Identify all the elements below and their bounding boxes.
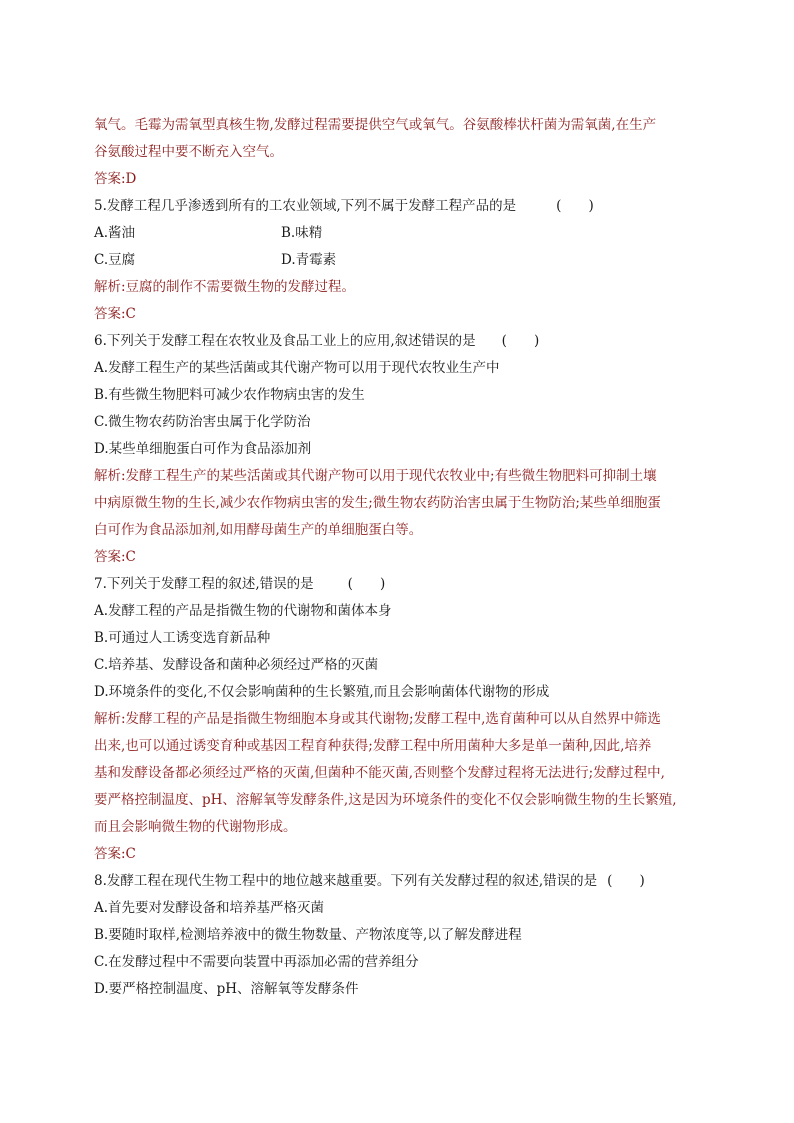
option-a: A.酱油 xyxy=(94,225,136,241)
option-row xyxy=(94,220,714,247)
explanation-line: 白可作为食品添加剂,如用酵母菌生产的单细胞蛋白等。 xyxy=(94,522,423,538)
explanation-line: 基和发酵设备都必须经过严格的灭菌,但菌种不能灭菌,否则整个发酵过程将无法进行;发酵过程中, xyxy=(94,765,665,781)
option-d: D.要严格控制温度、pH、溶解氧等发酵条件 xyxy=(94,981,359,997)
explanation-line: 而且会影响微生物的代谢物形成。 xyxy=(94,819,297,835)
explanation-line: 解析:发酵工程的产品是指微生物细胞本身或其代谢物;发酵工程中,选育菌种可以从自然界中筛选 xyxy=(94,711,661,727)
answer-line: 答案:C xyxy=(94,306,136,322)
question-stem-8 xyxy=(94,868,714,895)
explanation-line: 氧气。毛霉为需氧型真核生物,发酵过程需要提供空气或氧气。谷氨酸棒状杆菌为需氧菌,在生产 xyxy=(94,117,657,133)
option-b: B.可通过人工诱变选育新品种 xyxy=(94,630,271,646)
question-text: 8.发酵工程在现代生物工程中的地位越来越重要。下列有关发酵过程的叙述,错误的是 xyxy=(94,873,598,889)
question-text: 7.下列关于发酵工程的叙述,错误的是 xyxy=(94,576,314,592)
option-b: B.味精 xyxy=(281,225,323,241)
option-a: A.首先要对发酵设备和培养基严格灭菌 xyxy=(94,900,325,916)
question-stem-6 xyxy=(94,328,714,355)
question-text: 6.下列关于发酵工程在农牧业及食品工业上的应用,叙述错误的是 xyxy=(94,333,476,349)
option-row xyxy=(94,247,714,274)
question-text: 5.发酵工程几乎渗透到所有的工农业领域,下列不属于发酵工程产品的是 xyxy=(94,198,517,214)
question-stem-5 xyxy=(94,193,714,220)
explanation-line: 谷氨酸过程中要不断充入空气。 xyxy=(94,144,283,160)
answer-line: 答案:D xyxy=(94,171,137,187)
answer-line: 答案:C xyxy=(94,549,136,565)
answer-blank: ( ) xyxy=(347,576,386,592)
explanation-line: 解析:发酵工程生产的某些活菌或其代谢产物可以用于现代农牧业中;有些微生物肥料可抑制土壤 xyxy=(94,468,657,484)
answer-line: 答案:C xyxy=(94,846,136,862)
question-stem-7 xyxy=(94,571,714,598)
option-c: C.豆腐 xyxy=(94,252,136,268)
explanation-line: 出来,也可以通过诱变育种或基因工程育种获得;发酵工程中所用菌种大多是单一菌种,因此,培养 xyxy=(94,738,652,754)
option-a: A.发酵工程生产的某些活菌或其代谢产物可以用于现代农牧业生产中 xyxy=(94,360,500,376)
answer-blank: ( ) xyxy=(607,873,645,889)
option-b: B.要随时取样,检测培养液中的微生物数量、产物浓度等,以了解发酵进程 xyxy=(94,927,522,943)
option-d: D.青霉素 xyxy=(281,252,337,268)
option-a: A.发酵工程的产品是指微生物的代谢物和菌体本身 xyxy=(94,603,392,619)
explanation-line: 要严格控制温度、pH、溶解氧等发酵条件,这是因为环境条件的变化不仅会影响微生物的生长繁殖, xyxy=(94,792,677,808)
option-b: B.有些微生物肥料可减少农作物病虫害的发生 xyxy=(94,387,365,403)
option-c: C.在发酵过程中不需要向装置中再添加必需的营养组分 xyxy=(94,954,419,970)
explanation-line: 中病原微生物的生长,减少农作物病虫害的发生;微生物农药防治害虫属于生物防治;某些单细胞蛋 xyxy=(94,495,661,511)
answer-blank: ( ) xyxy=(556,198,594,214)
document-content xyxy=(94,112,714,1003)
answer-blank: ( ) xyxy=(501,333,540,349)
option-c: C.培养基、发酵设备和菌种必须经过严格的灭菌 xyxy=(94,657,379,673)
option-d: D.某些单细胞蛋白可作为食品添加剂 xyxy=(94,441,312,457)
option-c: C.微生物农药防治害虫属于化学防治 xyxy=(94,414,311,430)
option-d: D.环境条件的变化,不仅会影响菌种的生长繁殖,而且会影响菌体代谢物的形成 xyxy=(94,684,550,700)
explanation-line: 解析:豆腐的制作不需要微生物的发酵过程。 xyxy=(94,279,356,295)
